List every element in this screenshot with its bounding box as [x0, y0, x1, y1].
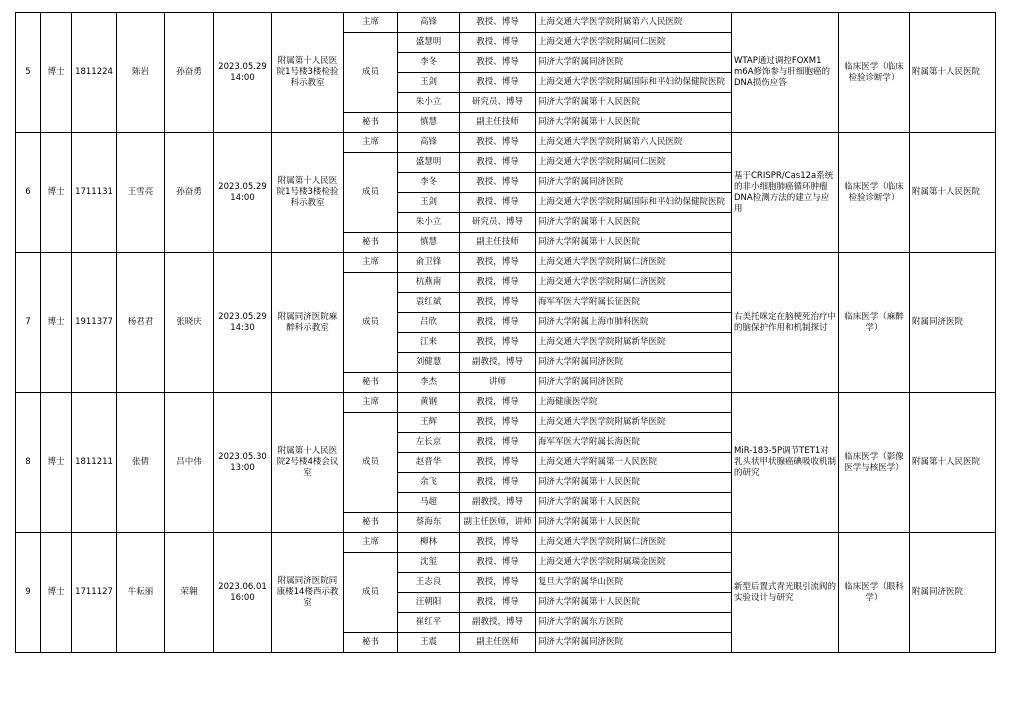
committee-title-cell: 教授、博导	[460, 73, 536, 93]
committee-org-cell: 复旦大学附属华山医院	[536, 573, 732, 593]
committee-name-cell: 朱小立	[398, 213, 460, 233]
committee-org-cell: 同济大学附属第十人民医院	[536, 233, 732, 253]
committee-title-cell: 副教授，博导	[460, 493, 536, 513]
committee-name-cell: 王辉	[398, 413, 460, 433]
role-cell: 主席	[344, 393, 398, 413]
student-id-cell: 1711131	[72, 133, 117, 253]
committee-name-cell: 盛慧明	[398, 153, 460, 173]
venue-cell: 附属第十人民医院1号楼3楼检验科示教室	[272, 133, 344, 253]
role-cell: 成员	[344, 553, 398, 633]
committee-name-cell: 柳林	[398, 533, 460, 553]
committee-org-cell: 上海交通大学医学院附属新华医院	[536, 413, 732, 433]
committee-name-cell: 赵晋华	[398, 453, 460, 473]
committee-org-cell: 上海交通大学医学院附属仁济医院	[536, 253, 732, 273]
date: 2023.05.29	[218, 311, 267, 322]
topic-cell: WTAP通过调控FOXM1 m6A修饰参与肝细胞癌的DNA损伤应答	[732, 13, 839, 133]
role-cell: 秘书	[344, 233, 398, 253]
committee-name-cell: 李冬	[398, 173, 460, 193]
advisor-cell: 孙奋勇	[165, 13, 214, 133]
committee-name-cell: 李杰	[398, 373, 460, 393]
role-cell: 秘书	[344, 113, 398, 133]
committee-name-cell: 崔红平	[398, 613, 460, 633]
committee-name-cell: 慎慧	[398, 113, 460, 133]
committee-title-cell: 教授，博导	[460, 393, 536, 413]
topic-cell: MiR-183-5P调节TET1对乳头状甲状腺癌碘吸收机制的研究	[732, 393, 839, 533]
major-cell: 临床医学（临床检验诊断学）	[839, 133, 910, 253]
advisor-cell: 孙奋勇	[165, 133, 214, 253]
committee-name-cell: 袁红斌	[398, 293, 460, 313]
committee-name-cell: 王剑	[398, 193, 460, 213]
committee-org-cell: 同济大学附属第十人民医院	[536, 93, 732, 113]
topic-cell: 右美托咪定在脑梗死治疗中的脑保护作用和机制探讨	[732, 253, 839, 393]
committee-name-cell: 左长京	[398, 433, 460, 453]
role-cell: 秘书	[344, 633, 398, 653]
time: 14:00	[230, 192, 255, 203]
committee-title-cell: 教授，博导	[460, 333, 536, 353]
venue-cell: 附属同济医院同康楼14楼西示教室	[272, 533, 344, 653]
committee-title-cell: 教授，博导	[460, 273, 536, 293]
role-cell: 秘书	[344, 513, 398, 533]
committee-title-cell: 教授，博导	[460, 413, 536, 433]
seq-cell: 8	[16, 393, 41, 533]
committee-title-cell: 教授、博导	[460, 33, 536, 53]
table-row	[16, 13, 996, 33]
table-row	[16, 393, 996, 413]
committee-org-cell: 同济大学附属同济医院	[536, 353, 732, 373]
committee-org-cell: 同济大学附属同济医院	[536, 173, 732, 193]
committee-title-cell: 副教授，博导	[460, 613, 536, 633]
degree-cell: 博士	[41, 533, 72, 653]
degree-cell: 博士	[41, 133, 72, 253]
committee-org-cell: 海军军医大学附属长征医院	[536, 293, 732, 313]
date: 2023.05.29	[218, 61, 267, 72]
committee-org-cell: 上海交通大学医学院附属同仁医院	[536, 33, 732, 53]
advisor-cell: 张晓庆	[165, 253, 214, 393]
committee-org-cell: 同济大学附属第十人民医院	[536, 213, 732, 233]
advisor-cell: 荣翱	[165, 533, 214, 653]
time: 14:30	[230, 322, 255, 333]
committee-org-cell: 上海交通大学附属第一人民医院	[536, 453, 732, 473]
committee-title-cell: 教授、博导	[460, 193, 536, 213]
defense-schedule-table	[15, 12, 996, 653]
advisor-cell: 吕中伟	[165, 393, 214, 533]
major-cell: 临床医学（麻醉学）	[839, 253, 910, 393]
committee-org-cell: 海军军医大学附属长海医院	[536, 433, 732, 453]
committee-title-cell: 教授、博导	[460, 553, 536, 573]
table-row	[16, 133, 996, 153]
committee-name-cell: 刘健慧	[398, 353, 460, 373]
seq-cell: 6	[16, 133, 41, 253]
role-cell: 成员	[344, 33, 398, 113]
committee-name-cell: 王志良	[398, 573, 460, 593]
seq-cell: 9	[16, 533, 41, 653]
committee-org-cell: 上海交通大学医学院附属瑞金医院	[536, 553, 732, 573]
unit-cell: 附属第十人民医院	[910, 133, 996, 253]
committee-title-cell: 教授，博导	[460, 433, 536, 453]
committee-org-cell: 上海交通大学医学院附属国际和平妇幼保健院医院	[536, 193, 732, 213]
committee-org-cell: 同济大学附属同济医院	[536, 373, 732, 393]
committee-name-cell: 沈玺	[398, 553, 460, 573]
committee-name-cell: 慎慧	[398, 233, 460, 253]
committee-name-cell: 盛慧明	[398, 33, 460, 53]
role-cell: 成员	[344, 273, 398, 373]
committee-title-cell: 教授、博导	[460, 13, 536, 33]
committee-name-cell: 王震	[398, 633, 460, 653]
seq-cell: 7	[16, 253, 41, 393]
datetime-cell	[214, 393, 272, 533]
committee-title-cell: 教授、博导	[460, 133, 536, 153]
committee-name-cell: 杭燕南	[398, 273, 460, 293]
unit-cell: 附属第十人民医院	[910, 393, 996, 533]
committee-title-cell: 教授，博导	[460, 293, 536, 313]
role-cell: 主席	[344, 533, 398, 553]
committee-org-cell: 上海交通大学医学院附属国际和平妇幼保健院医院	[536, 73, 732, 93]
time: 13:00	[230, 462, 255, 473]
student-id-cell: 1811211	[72, 393, 117, 533]
student-id-cell: 1811224	[72, 13, 117, 133]
committee-name-cell: 王剑	[398, 73, 460, 93]
committee-title-cell: 副教授，博导	[460, 353, 536, 373]
date: 2023.05.29	[218, 181, 267, 192]
role-cell: 主席	[344, 13, 398, 33]
committee-title-cell: 教授，博导	[460, 253, 536, 273]
committee-title-cell: 教授，博导	[460, 593, 536, 613]
committee-title-cell: 教授，博导	[460, 473, 536, 493]
committee-title-cell: 副主任技师	[460, 113, 536, 133]
major-cell: 临床医学（临床检验诊断学）	[839, 13, 910, 133]
committee-title-cell: 研究员、博导	[460, 93, 536, 113]
committee-title-cell: 研究员、博导	[460, 213, 536, 233]
degree-cell: 博士	[41, 13, 72, 133]
committee-org-cell: 上海交通大学医学院附属仁济医院	[536, 273, 732, 293]
topic-cell: 新型后置式青光眼引流阀的实验设计与研究	[732, 533, 839, 653]
role-cell: 成员	[344, 153, 398, 233]
student-name-cell: 陈岩	[117, 13, 165, 133]
committee-org-cell: 上海交通大学医学院附属第六人民医院	[536, 133, 732, 153]
committee-name-cell: 黄钢	[398, 393, 460, 413]
datetime-cell	[214, 533, 272, 653]
venue-cell: 附属同济医院麻醉科示教室	[272, 253, 344, 393]
role-cell: 主席	[344, 253, 398, 273]
venue-cell: 附属第十人民医院2号楼4楼会议室	[272, 393, 344, 533]
topic-cell: 基于CRISPR/Cas12a系统的非小细胞肺癌循环肿瘤DNA检测方法的建立与应用	[732, 133, 839, 253]
committee-org-cell: 同济大学附属第十人民医院	[536, 593, 732, 613]
unit-cell: 附属同济医院	[910, 253, 996, 393]
role-cell: 主席	[344, 133, 398, 153]
committee-title-cell: 教授、博导	[460, 153, 536, 173]
committee-org-cell: 同济大学附属第十人民医院	[536, 113, 732, 133]
committee-name-cell: 蔡海东	[398, 513, 460, 533]
committee-title-cell: 副主任技师	[460, 233, 536, 253]
date: 2023.05.30	[218, 451, 267, 462]
role-cell: 秘书	[344, 373, 398, 393]
committee-org-cell: 上海健康医学院	[536, 393, 732, 413]
committee-org-cell: 上海交通大学医学院附属新华医院	[536, 333, 732, 353]
committee-title-cell: 副主任医师	[460, 633, 536, 653]
committee-title-cell: 教授，博导	[460, 573, 536, 593]
venue-cell: 附属第十人民医院1号楼3楼检验科示教室	[272, 13, 344, 133]
committee-org-cell: 同济大学附属同济医院	[536, 53, 732, 73]
committee-name-cell: 俞卫锋	[398, 253, 460, 273]
role-cell: 成员	[344, 413, 398, 513]
datetime-cell	[214, 253, 272, 393]
committee-org-cell: 同济大学附属第十人民医院	[536, 493, 732, 513]
committee-org-cell: 上海交通大学医学院附属第六人民医院	[536, 13, 732, 33]
committee-org-cell: 同济大学附属第十人民医院	[536, 473, 732, 493]
student-id-cell: 1911377	[72, 253, 117, 393]
committee-org-cell: 同济大学附属同济医院	[536, 633, 732, 653]
committee-name-cell: 马超	[398, 493, 460, 513]
student-id-cell: 1711127	[72, 533, 117, 653]
time: 16:00	[230, 592, 255, 603]
table-row	[16, 253, 996, 273]
student-name-cell: 王雪亮	[117, 133, 165, 253]
committee-name-cell: 江来	[398, 333, 460, 353]
table-row	[16, 533, 996, 553]
seq-cell: 5	[16, 13, 41, 133]
committee-title-cell: 教授，博导	[460, 313, 536, 333]
committee-name-cell: 汪朝阳	[398, 593, 460, 613]
unit-cell: 附属同济医院	[910, 533, 996, 653]
unit-cell: 附属第十人民医院	[910, 13, 996, 133]
committee-title-cell: 教授、博导	[460, 53, 536, 73]
committee-org-cell: 同济大学附属上海市肺科医院	[536, 313, 732, 333]
datetime-cell	[214, 133, 272, 253]
student-name-cell: 杨君君	[117, 253, 165, 393]
committee-name-cell: 高锋	[398, 13, 460, 33]
degree-cell: 博士	[41, 393, 72, 533]
committee-title-cell: 教授、博导	[460, 173, 536, 193]
datetime-cell	[214, 13, 272, 133]
committee-title-cell: 讲师	[460, 373, 536, 393]
committee-name-cell: 朱小立	[398, 93, 460, 113]
committee-title-cell: 教授，博导	[460, 453, 536, 473]
committee-org-cell: 同济大学附属东方医院	[536, 613, 732, 633]
date: 2023.06.01	[218, 581, 267, 592]
major-cell: 临床医学（影像医学与核医学）	[839, 393, 910, 533]
time: 14:00	[230, 72, 255, 83]
committee-title-cell: 教授，博导	[460, 533, 536, 553]
committee-name-cell: 余飞	[398, 473, 460, 493]
committee-org-cell: 上海交通大学医学院附属同仁医院	[536, 153, 732, 173]
degree-cell: 博士	[41, 253, 72, 393]
committee-org-cell: 同济大学附属第十人民医院	[536, 513, 732, 533]
committee-name-cell: 高锋	[398, 133, 460, 153]
committee-org-cell: 上海交通大学医学院附属仁济医院	[536, 533, 732, 553]
committee-name-cell: 李冬	[398, 53, 460, 73]
student-name-cell: 牛耘丽	[117, 533, 165, 653]
committee-name-cell: 吕欣	[398, 313, 460, 333]
committee-title-cell: 副主任医师，讲师	[460, 513, 536, 533]
student-name-cell: 张倩	[117, 393, 165, 533]
major-cell: 临床医学（眼科学）	[839, 533, 910, 653]
